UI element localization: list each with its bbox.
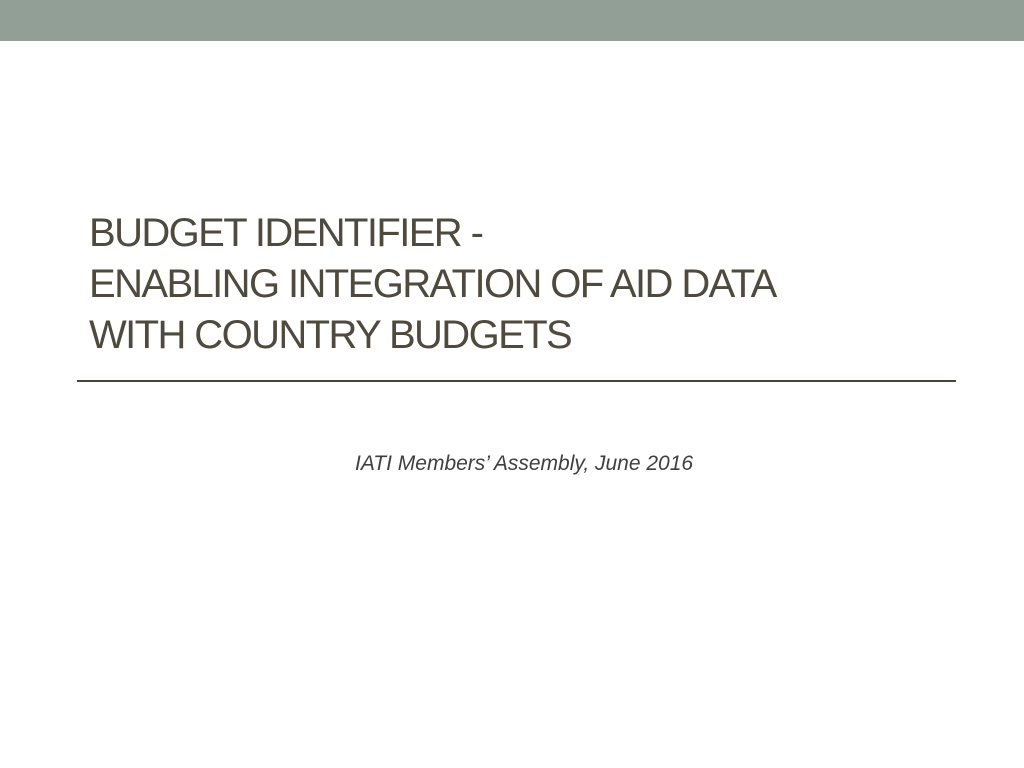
- slide-title: [89, 208, 969, 361]
- slide-title-line-2: ENABLING INTEGRATION OF AID DATA: [89, 262, 776, 306]
- slide-title-line-1: BUDGET IDENTIFIER -: [89, 211, 483, 255]
- title-divider: [77, 380, 956, 382]
- top-accent-band: [0, 0, 1024, 41]
- slide-subtitle: IATI Members’ Assembly, June 2016: [355, 452, 694, 475]
- slide-title-line-3: WITH COUNTRY BUDGETS: [89, 313, 572, 357]
